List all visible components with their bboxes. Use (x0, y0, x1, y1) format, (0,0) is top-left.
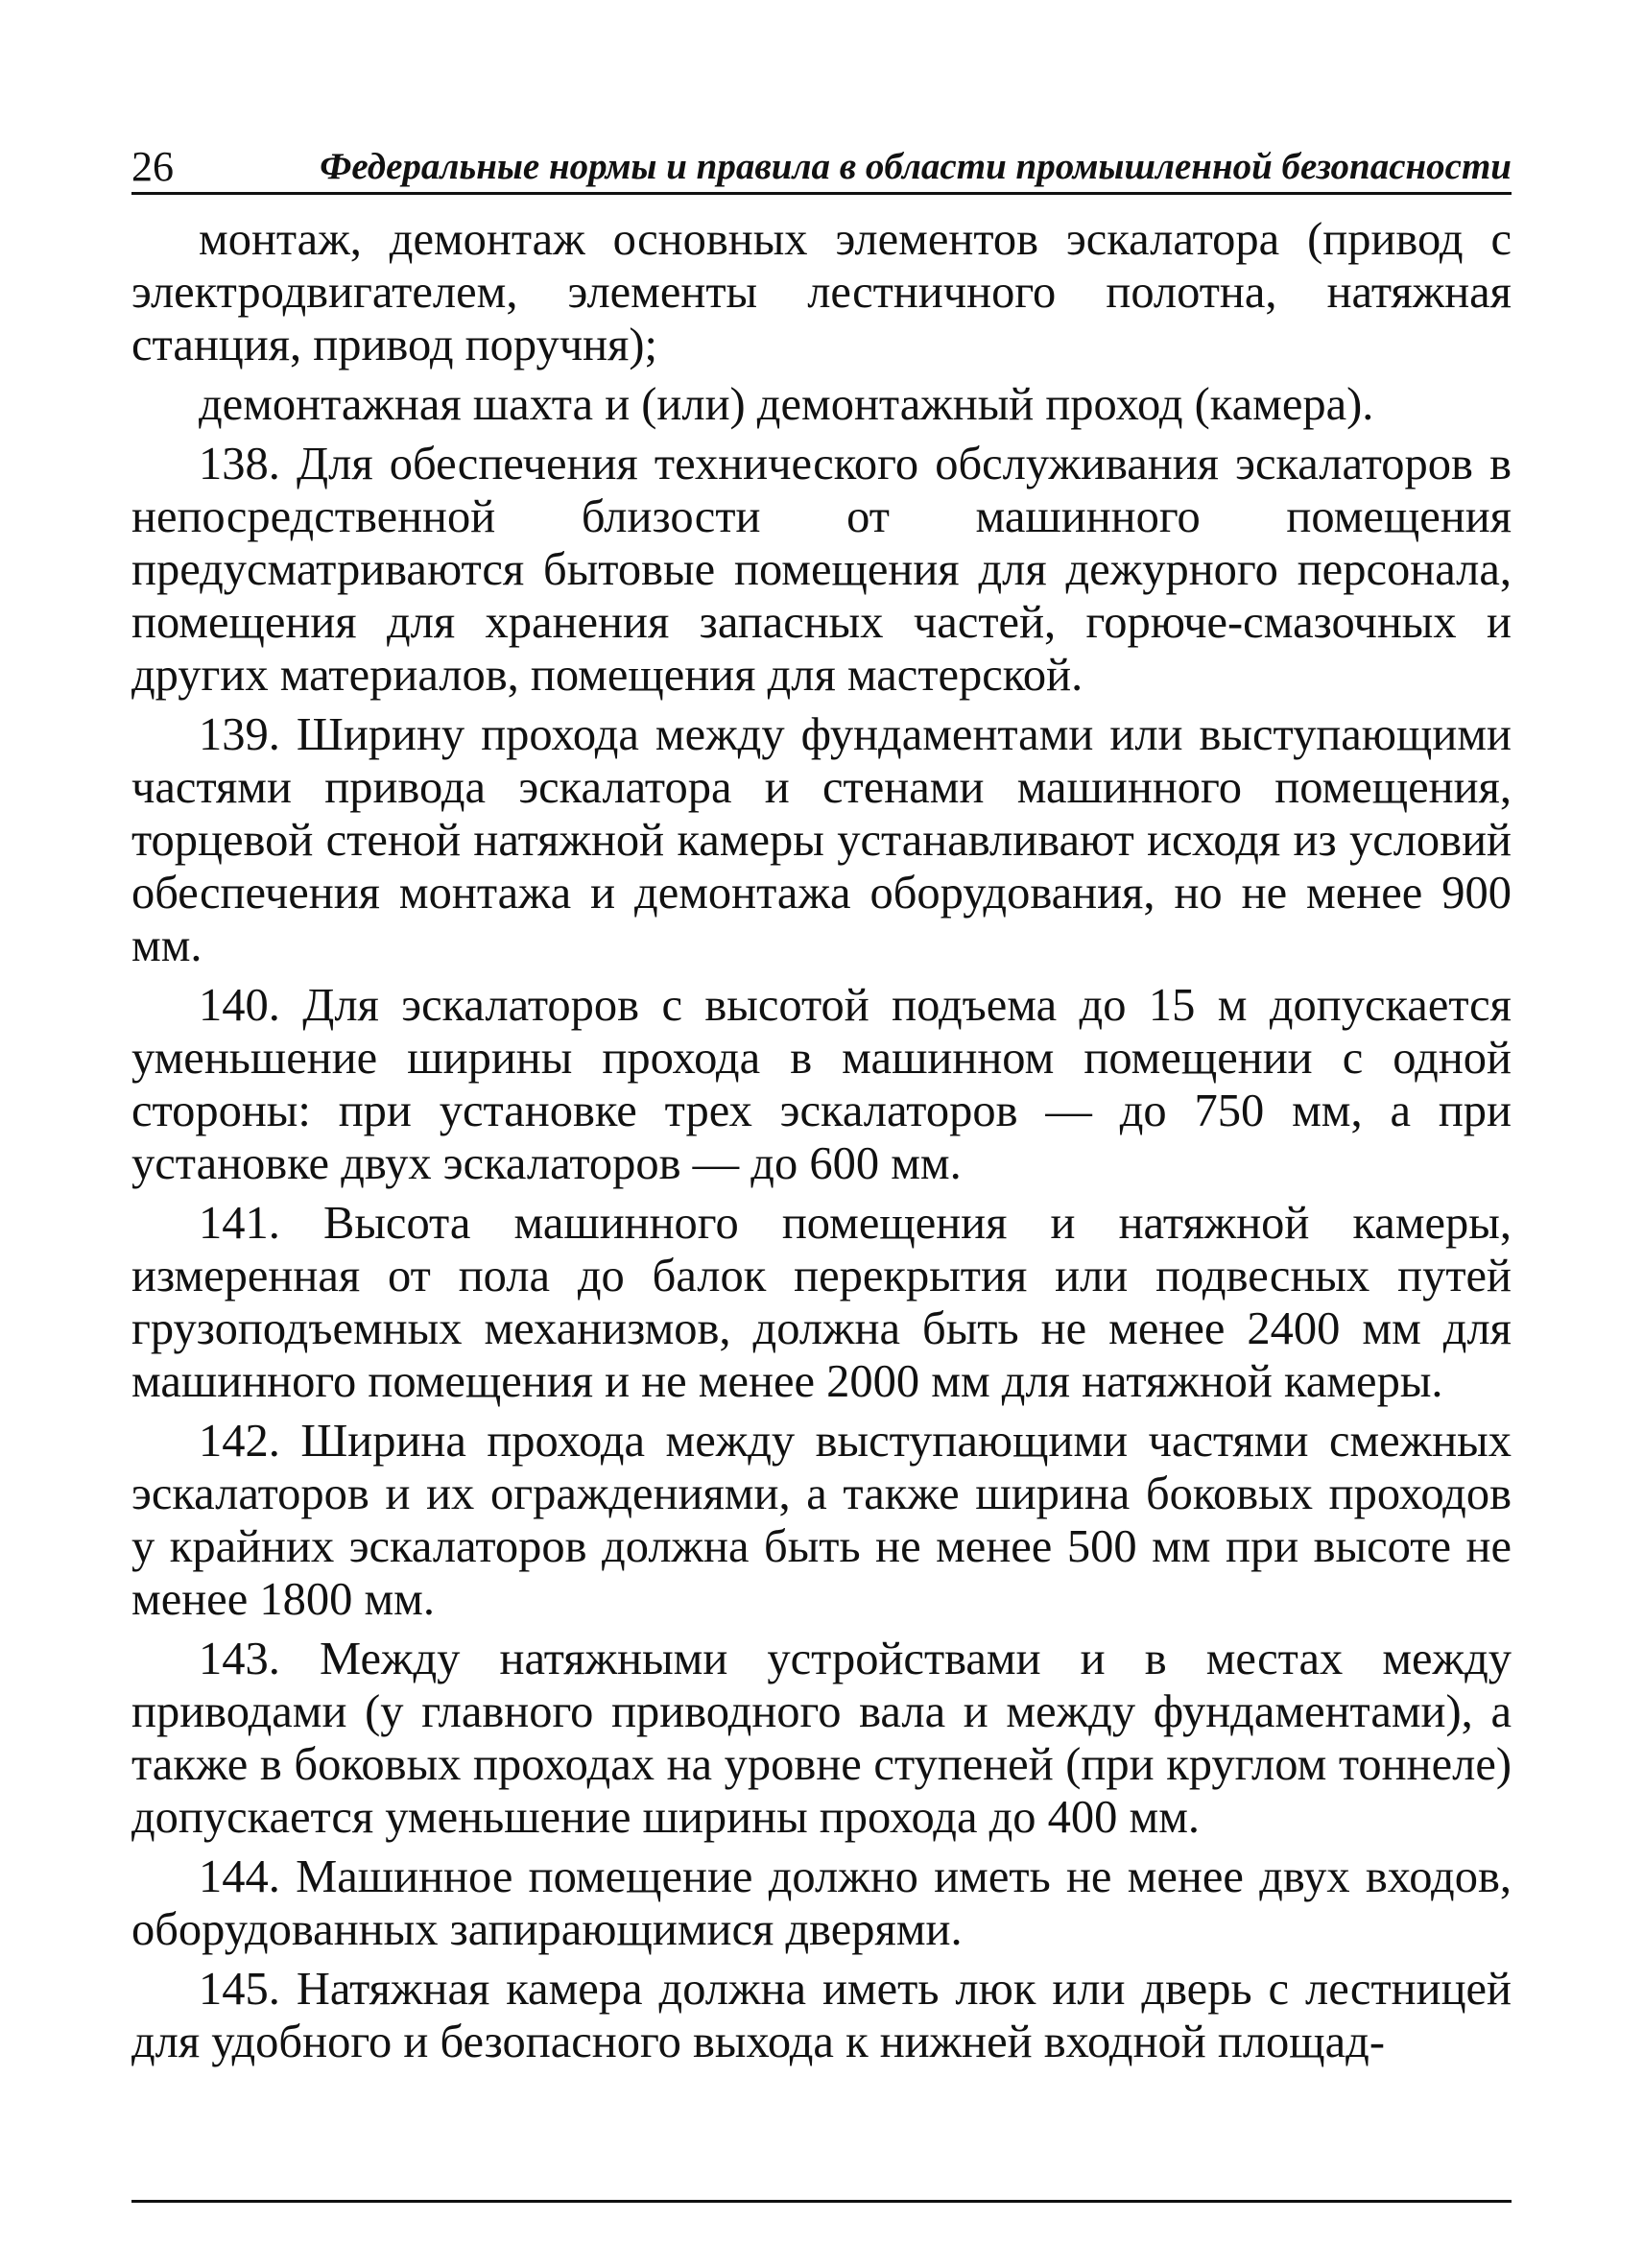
paragraph-141: 141. Высота машинного помещения и натяжной камеры, измеренная от пола до балок перекрытия или подвесных путей грузоподъемных механизмов, должна быть не менее 2400 мм для машинного помещения и не менее 2000 мм для натяжной камеры. (131, 1198, 1512, 1407)
paragraph-list-item-shaft: демонтажная шахта и (или) демонтажный проход (камера). (199, 379, 1374, 430)
paragraph-list-item-continuation: монтаж, демонтаж основных элементов эскалатора (привод с электродвигателем, элементы лестничного полотна, натяжная станция, привод поручня); (131, 214, 1512, 370)
paragraph-142: 142. Ширина прохода между выступающими частями смежных эскалаторов и их ограждениями, а также ширина боковых проходов у крайних эскалаторов должна быть не менее 500 мм при высоте не менее 1800 мм. (131, 1416, 1512, 1625)
paragraph-144: 144. Машинное помещение должно иметь не менее двух входов, оборудованных запирающимися дверями. (131, 1851, 1512, 1955)
paragraph-139: 139. Ширину прохода между фундаментами или выступающими частями привода эскалатора и стенами машинного помещения, торцевой стеной натяжной камеры устанавливают исходя из условий обеспечения монтажа и демонтажа оборудования, но не менее 900 мм. (131, 709, 1512, 971)
running-header-title: Федеральные нормы и правила в области промышленной безопасности (320, 146, 1512, 187)
paragraph-138: 138. Для обеспечения технического обслуживания эскалаторов в непосредственной близости от машинного помещения предусматриваются бытовые помещения для дежурного персонала, помещения для хранения запасных частей, горюче-смазочных и других материалов, помещения для мастерской. (131, 439, 1512, 701)
paragraph-143: 143. Между натяжными устройствами и в местах между приводами (у главного приводного вала и между фундаментами), а также в боковых проходах на уровне ступеней (при круглом тоннеле) допускается уменьшение ширины прохода до 400 мм. (131, 1634, 1512, 1843)
footer-rule (131, 2200, 1512, 2203)
body-text (131, 213, 1512, 2075)
running-header (131, 144, 1512, 195)
paragraph-140: 140. Для эскалаторов с высотой подъема до 15 м допускается уменьшение ширины прохода в машинном помещении с одной стороны: при установке трех эскалаторов — до 750 мм, а при установке двух эскалаторов — до 600 мм. (131, 980, 1512, 1189)
page-number: 26 (131, 143, 174, 190)
paragraph-145: 145. Натяжная камера должна иметь люк или дверь с лестницей для удобного и безопасного выхода к нижней входной площад- (131, 1964, 1512, 2067)
